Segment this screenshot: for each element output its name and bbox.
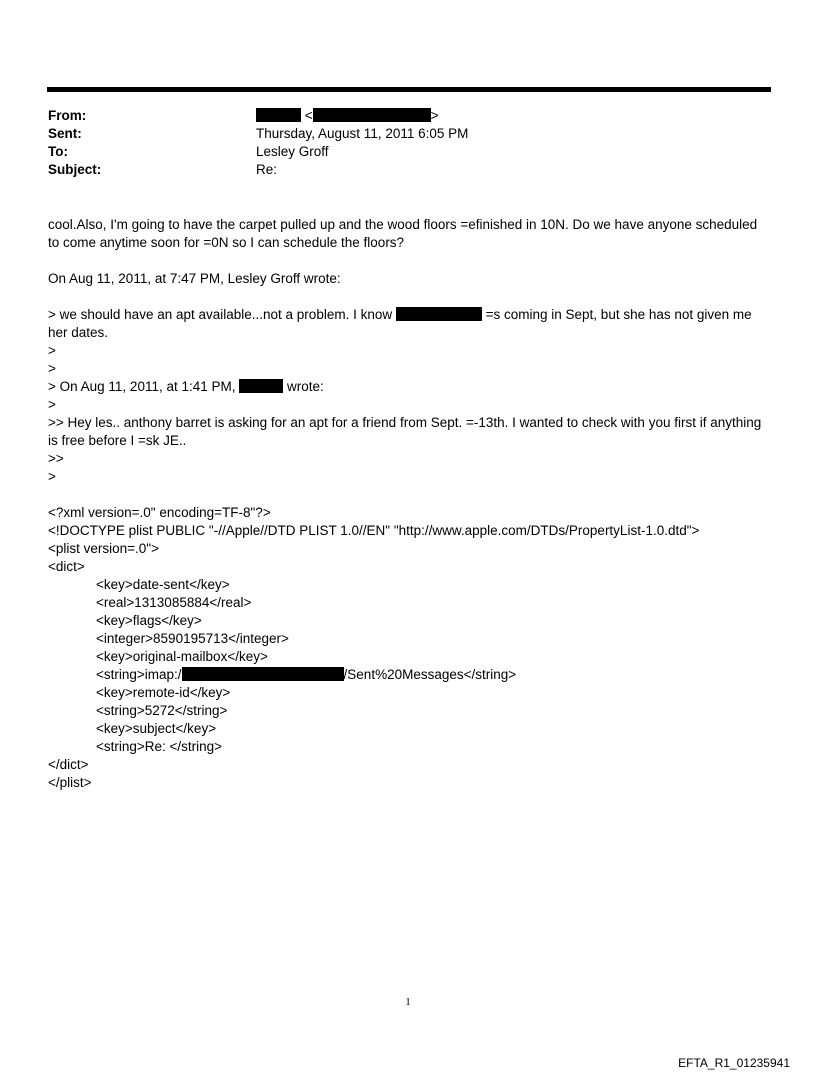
quoted-text: =s coming in Sept, but she has not given me	[485, 307, 752, 322]
quoted-line	[48, 378, 773, 396]
quoted-line: her dates.	[48, 325, 109, 340]
plist-line: <key>subject</key>	[96, 721, 217, 736]
quoted-line: >	[48, 397, 56, 412]
bates-stamp: EFTA_R1_01235941	[678, 1056, 790, 1070]
message-body	[48, 216, 773, 792]
subject-label: Subject:	[48, 162, 102, 177]
to-label: To:	[48, 144, 68, 159]
plist-line	[48, 666, 773, 684]
from-gt: >	[430, 108, 439, 123]
from-value	[256, 107, 439, 125]
plist-line: <dict>	[48, 559, 85, 574]
quoted-text: wrote:	[287, 379, 324, 394]
message-line: cool.Also, I'm going to have the carpet pulled up and the wood floors =efinished in 10N. Do we have anyone scheduled	[48, 217, 758, 232]
from-label: From:	[48, 108, 87, 123]
plist-line: <string>5272</string>	[96, 703, 228, 718]
plist-text: /Sent%20Messages</string>	[343, 667, 517, 682]
redaction-box	[256, 108, 301, 122]
plist-line: <real>1313085884</real>	[96, 595, 252, 610]
quoted-line: is free before I =sk JE..	[48, 433, 187, 448]
plist-line: <key>flags</key>	[96, 613, 202, 628]
plist-line: <key>remote-id</key>	[96, 685, 231, 700]
plist-line: <string>Re: </string>	[96, 739, 223, 754]
sent-value: Thursday, August 11, 2011 6:05 PM	[256, 126, 469, 141]
quoted-line	[48, 306, 773, 324]
plist-line: <plist version=.0">	[48, 541, 159, 556]
header-rule	[47, 87, 771, 92]
plist-line: <?xml version=.0" encoding=TF-8"?>	[48, 505, 271, 520]
quoted-line: >	[48, 469, 56, 484]
to-value: Lesley Groff	[256, 144, 329, 159]
plist-line: <integer>8590195713</integer>	[96, 631, 289, 646]
quoted-line: >	[48, 361, 56, 376]
plist-line: </plist>	[48, 775, 92, 790]
plist-line: <key>date-sent</key>	[96, 577, 230, 592]
email-header	[48, 107, 773, 179]
message-line: to come anytime soon for =0N so I can schedule the floors?	[48, 235, 405, 250]
quoted-line: >>	[48, 451, 64, 466]
redaction-box	[182, 667, 344, 681]
redaction-box	[239, 379, 283, 393]
quoted-line: >	[48, 343, 56, 358]
plist-text: <string>imap:/	[96, 667, 182, 682]
redaction-box	[313, 108, 431, 122]
plist-line: <key>original-mailbox</key>	[96, 649, 268, 664]
plist-line: </dict>	[48, 757, 89, 772]
quoted-line: >> Hey les.. anthony barret is asking for an apt for a friend from Sept. =-13th. I wanted to check with you first if anything	[48, 415, 762, 430]
from-lt: <	[304, 108, 313, 123]
quote-intro: On Aug 11, 2011, at 7:47 PM, Lesley Groff wrote:	[48, 271, 341, 286]
subject-value: Re:	[256, 162, 278, 177]
plist-line: <!DOCTYPE plist PUBLIC "-//Apple//DTD PLIST 1.0//EN" "http://www.apple.com/DTDs/PropertyList-1.0.dtd">	[48, 523, 700, 538]
page-number: 1	[405, 996, 411, 1008]
redaction-box	[396, 307, 482, 321]
quoted-text: > On Aug 11, 2011, at 1:41 PM,	[48, 379, 236, 394]
sent-label: Sent:	[48, 126, 82, 141]
quoted-text: > we should have an apt available...not a problem. I know	[48, 307, 393, 322]
